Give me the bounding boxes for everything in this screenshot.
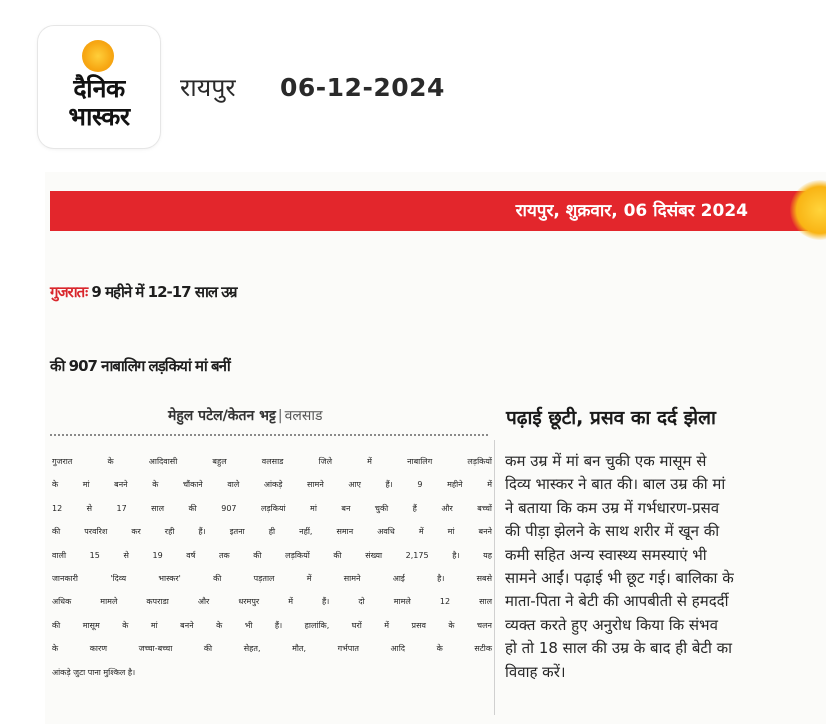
byline-separator: | [277,408,283,424]
body-line: कम उम्र में मां बन चुकी एक मासूम से [505,452,707,470]
body-line: की मासूम के मां बनने के भी हैं। हालांकि, घरों में प्रसव के चलन [52,620,492,630]
body-line: के कारण जच्चा-बच्चा की सेहत, मौत, गर्भपात आदि के सटीक [52,644,492,654]
column-divider [494,440,495,715]
dateline-bar [50,191,808,231]
headline-kicker: गुजरातः [50,283,88,301]
byline-place: वलसाड [284,408,323,424]
sun-logo-icon [82,40,114,72]
dotted-divider [50,434,488,436]
body-line: माता-पिता ने बेटी की आपबीती से हमदर्दी [505,592,729,611]
logo-text-bhaskar: भास्कर [68,102,130,131]
body-line: की पीड़ा झेलने के साथ शरीर में खून की [505,522,720,541]
headline-line-1 [50,264,820,320]
body-line: की परवरिश कर रही हैं। इतना ही नहीं, समान अवधि में मां बनने [52,527,492,537]
body-line: जानकारी 'दिव्य भास्कर' की पड़ताल में सामने आई है। सबसे [52,574,492,584]
headline-line-1-text: 9 महीने में 12-17 साल उम्र [87,283,237,301]
article-column-1 [52,450,492,684]
body-line: वाली 15 से 19 वर्ष तक की लड़कियों की संख्या 2,175 है। यह [52,550,492,560]
sub-headline: पढ़ाई छूटी, प्रसव का दर्द झेला [506,407,716,429]
edition-date: 06-12-2024 [280,73,445,102]
body-line: के मां बनने के चौंकाने वाले आंकड़े सामने आए हैं। 9 महीने में [52,480,492,490]
dateline-text: रायपुर, शुक्रवार, 06 दिसंबर 2024 [515,201,748,221]
body-line: ने बताया कि कम उम्र में गर्भधारण-प्रसव [505,498,720,517]
headline-line-2: की 907 नाबालिग लड़कियां मां बनीं [50,357,230,375]
dainik-bhaskar-logo [38,26,160,148]
body-line: अधिक मामले कपराडा और धरमपुर में हैं। दो मामले 12 साल [52,597,492,607]
body-line: सामने आईं। पढ़ाई भी छूट गई। बालिका के [505,569,734,588]
body-line: 12 से 17 साल की 907 लड़कियां मां बन चुकी हैं और बच्चों [52,503,492,513]
body-line: गुजरात के आदिवासी बहुल वलसाड जिले में नाबालिग लड़कियों [52,457,492,466]
body-line: विवाह करें। [505,662,566,681]
body-line: व्यक्त करते हुए अनुरोध किया कि संभव [505,615,718,634]
byline [168,405,322,427]
edition-city: रायपुर [180,73,236,102]
body-line: कमी सहित अन्य स्वास्थ्य समस्याएं भी [505,545,707,564]
byline-authors: मेहुल पटेल/केतन भट्ट [168,408,276,424]
article-column-2 [505,450,805,684]
body-line: दिव्य भास्कर ने बात की। बाल उम्र की मां [505,475,726,494]
logo-text-dainik: दैनिक [73,74,125,103]
body-line: आंकड़े जुटा पाना मुश्किल है। [52,667,136,677]
body-line: हो तो 18 साल की उम्र के बाद ही बेटी का [505,639,733,658]
